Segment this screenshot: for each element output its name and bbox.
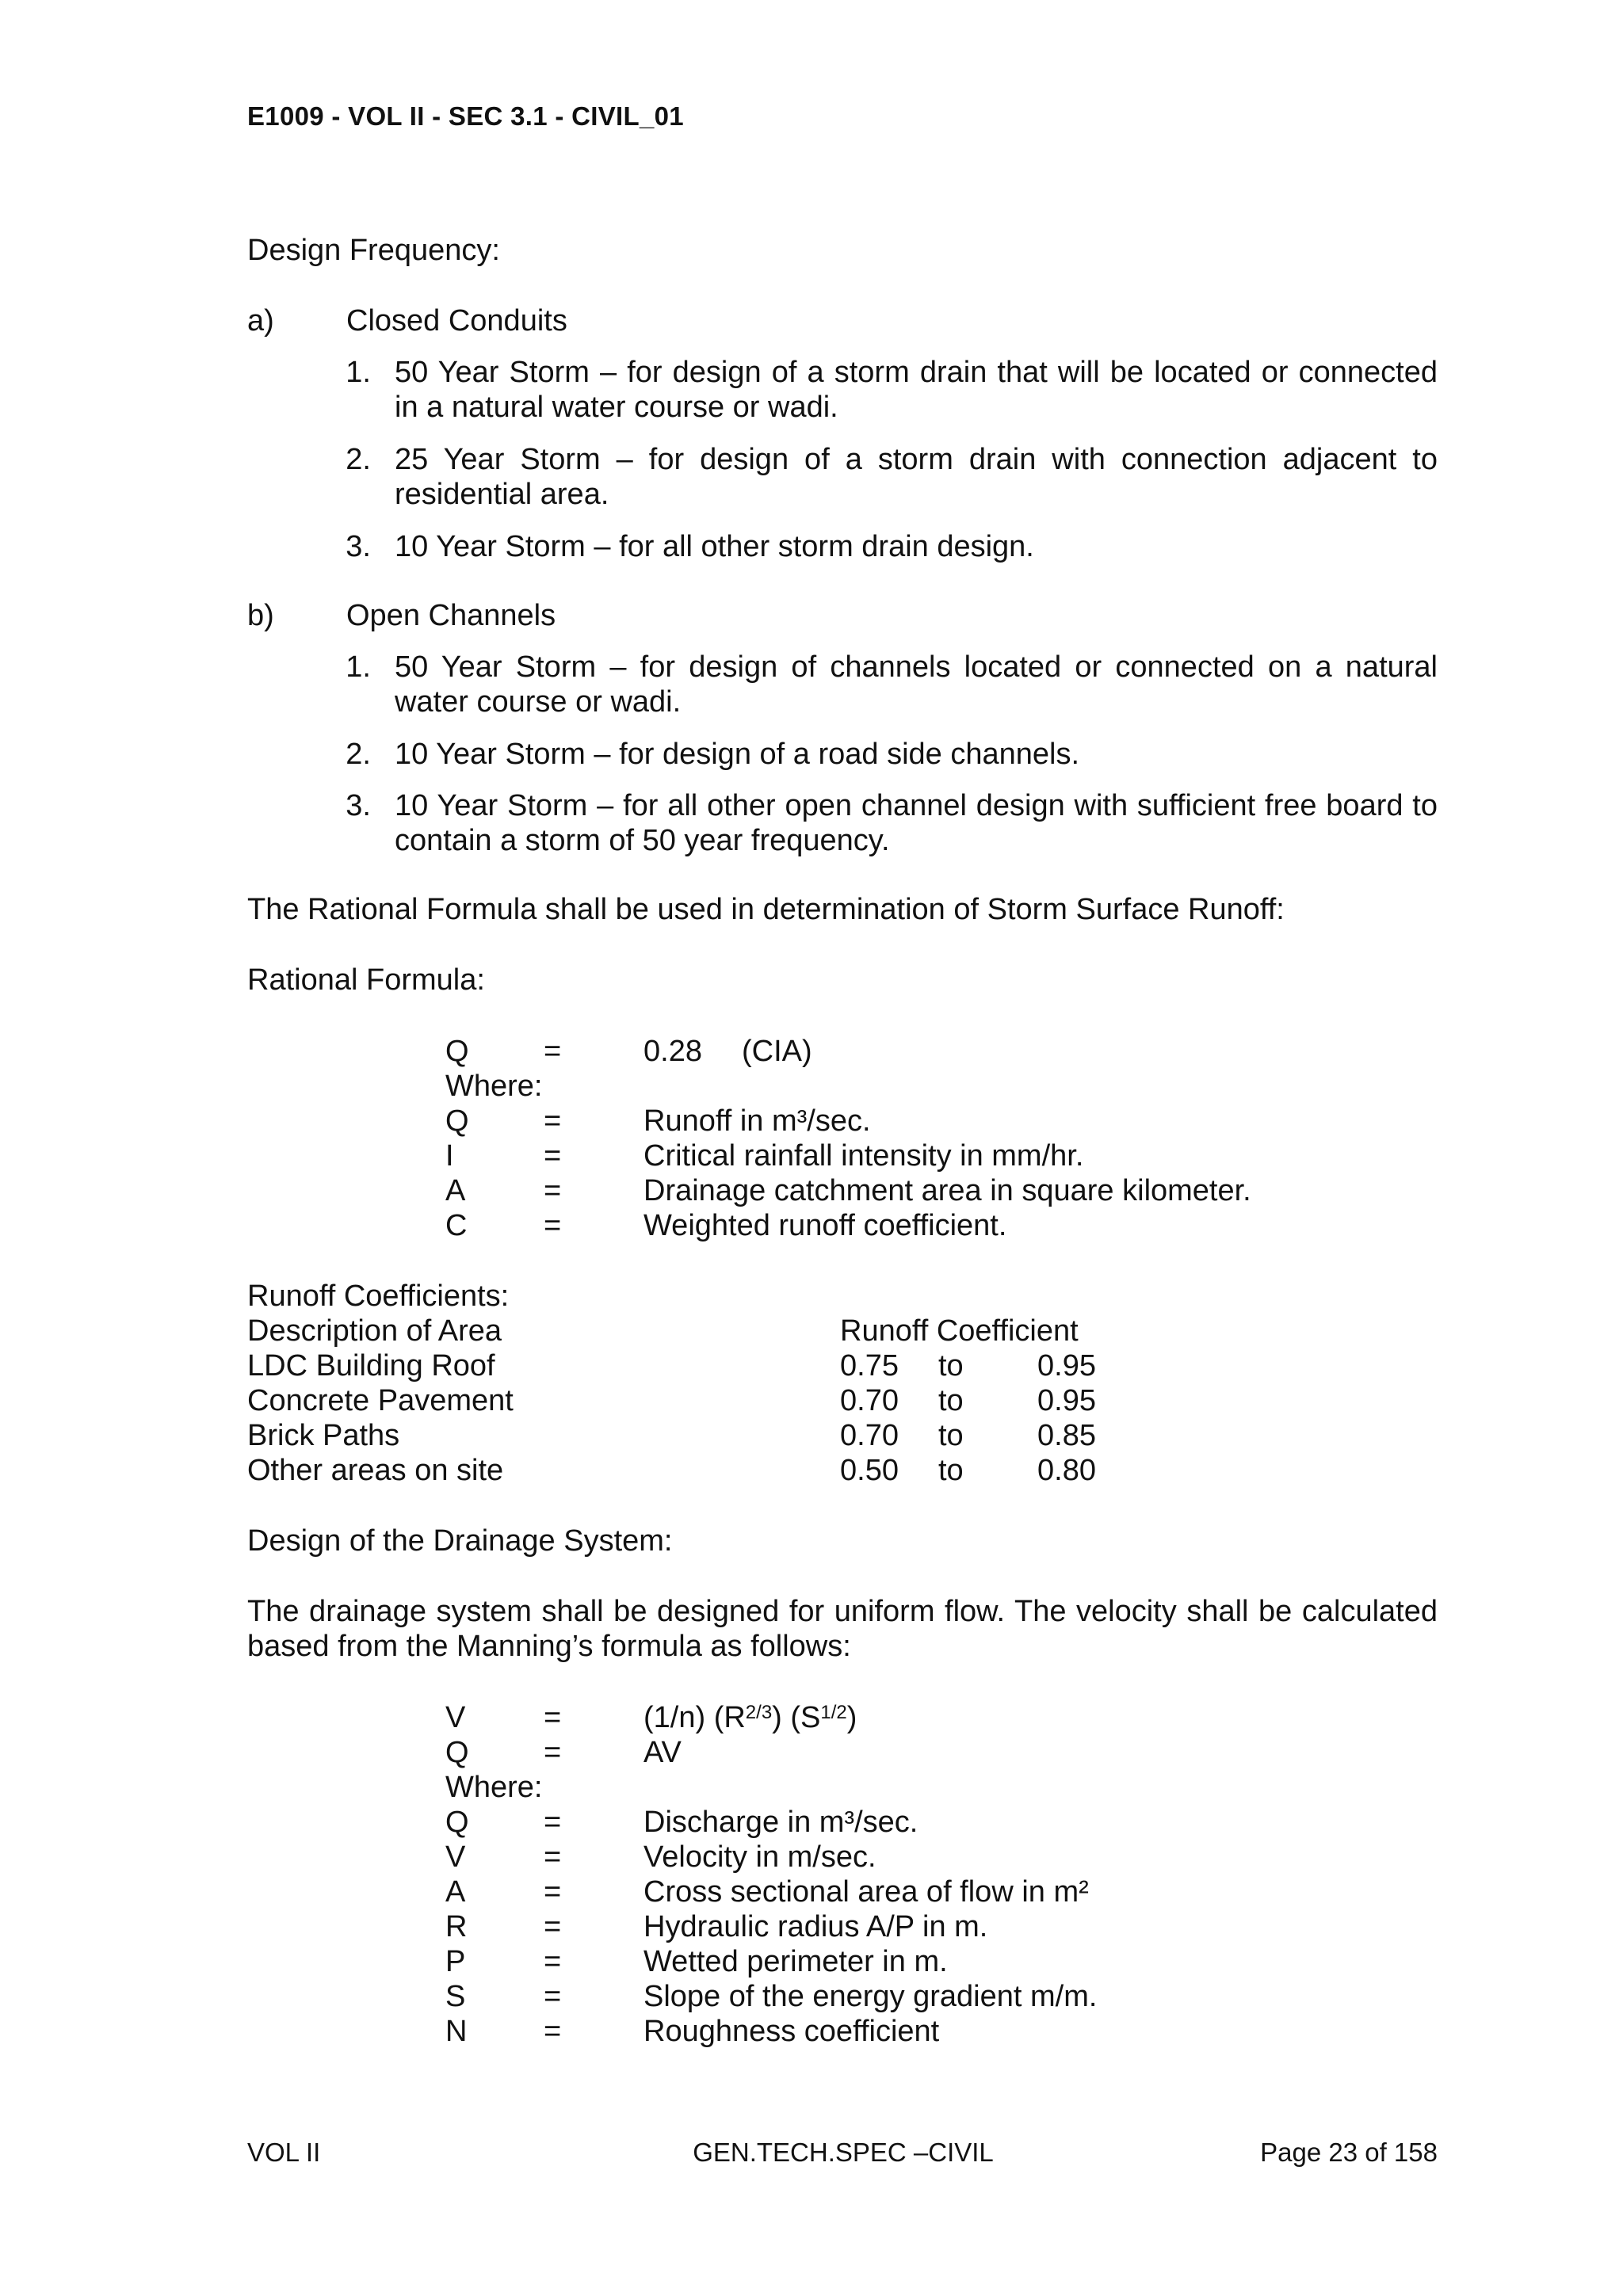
rational-formula [445,1034,1317,1069]
runoff-coefficient-table [247,1279,1198,1493]
runoff-heading: Runoff Coefficients: [247,1280,510,1313]
list-item-number: 2. [346,738,371,771]
list-item: 50 Year Storm – for design of a storm drain that will be located or connected in a natural water course or wadi. [395,356,1438,424]
section-b-marker: b) [247,599,274,632]
table-row: Other areas on site 0.50 to 0.80 [247,1454,1096,1487]
footer-page-number: Page 23 of 158 [1260,2138,1438,2167]
formula-symbol: Q [445,1035,469,1068]
section-a-marker: a) [247,304,274,338]
list-item-number: 3. [346,530,371,563]
where-label: Where: [445,1070,543,1103]
variable-definition: Q = Discharge in m³/sec. [445,1806,918,1839]
drainage-paragraph: The drainage system shall be designed for uniform flow. The velocity shall be calculated based from the Manning’s formula as follows: [247,1595,1438,1663]
column-header-area: Description of Area [247,1314,502,1348]
table-row: Brick Paths 0.70 to 0.85 [247,1419,1096,1452]
variable-definition: I = Critical rainfall intensity in mm/hr. [445,1139,1084,1173]
variable-definition: V = Velocity in m/sec. [445,1840,876,1874]
table-header-row [247,1314,1198,1348]
section-a-title: Closed Conduits [346,304,567,338]
rational-heading: Rational Formula: [247,963,485,997]
drainage-heading: Design of the Drainage System: [247,1524,673,1558]
variable-definition: C = Weighted runoff coefficient. [445,1209,1007,1242]
footer-volume: VOL II [247,2138,321,2167]
variable-definition: R = Hydraulic radius A/P in m. [445,1910,988,1943]
rational-intro: The Rational Formula shall be used in determination of Storm Surface Runoff: [247,893,1285,926]
where-label: Where: [445,1771,543,1804]
list-item: 10 Year Storm – for all other storm drain design. [395,530,1034,563]
rational-formula-block [445,1034,1317,1248]
variable-definition: A = Drainage catchment area in square kilometer. [445,1174,1251,1207]
list-item: 10 Year Storm – for all other open channel design with sufficient free board to contain a storm of 50 year frequency. [395,789,1438,857]
manning-formula: V = (1/n) $(R^{2/3})$ $(S^{1/2})$ [445,1701,857,1734]
variable-definition: Q = Runoff in m³/sec. [445,1104,871,1138]
design-frequency-heading: Design Frequency: [247,234,500,267]
variable-definition: P = Wetted perimeter in m. [445,1945,948,1978]
table-row: Concrete Pavement 0.70 to 0.95 [247,1384,1096,1417]
section-b-title: Open Channels [346,599,556,632]
manning-expression: (1/n) $(R^{2/3})$ $(S^{1/2})$ [643,1701,857,1734]
list-item: 10 Year Storm – for design of a road side channels. [395,738,1079,771]
continuity-formula: Q = AV [445,1736,682,1769]
list-item-number: 3. [346,789,371,822]
column-header-coefficient: Runoff Coefficient [840,1314,1079,1348]
variable-definition: S = Slope of the energy gradient m/m. [445,1980,1098,2013]
manning-formula-block [445,1700,1317,2048]
document-header: E1009 - VOL II - SEC 3.1 - CIVIL_01 [247,101,684,131]
formula-expression: (CIA) [742,1035,812,1068]
table-row: LDC Building Roof 0.75 to 0.95 [247,1349,1096,1383]
formula-coefficient: 0.28 [643,1035,702,1068]
list-item-number: 2. [346,443,371,476]
variable-definition: A = Cross sectional area of flow in m² [445,1875,1089,1909]
list-item-number: 1. [346,650,371,684]
list-item: 25 Year Storm – for design of a storm drain with connection adjacent to residential area. [395,443,1438,511]
formula-equals: = [544,1035,562,1068]
variable-definition: N = Roughness coefficient [445,2015,940,2048]
list-item: 50 Year Storm – for design of channels located or connected on a natural water course or wadi. [395,650,1438,719]
footer-spec-title: GEN.TECH.SPEC –CIVIL [693,2138,994,2167]
list-item-number: 1. [346,356,371,389]
